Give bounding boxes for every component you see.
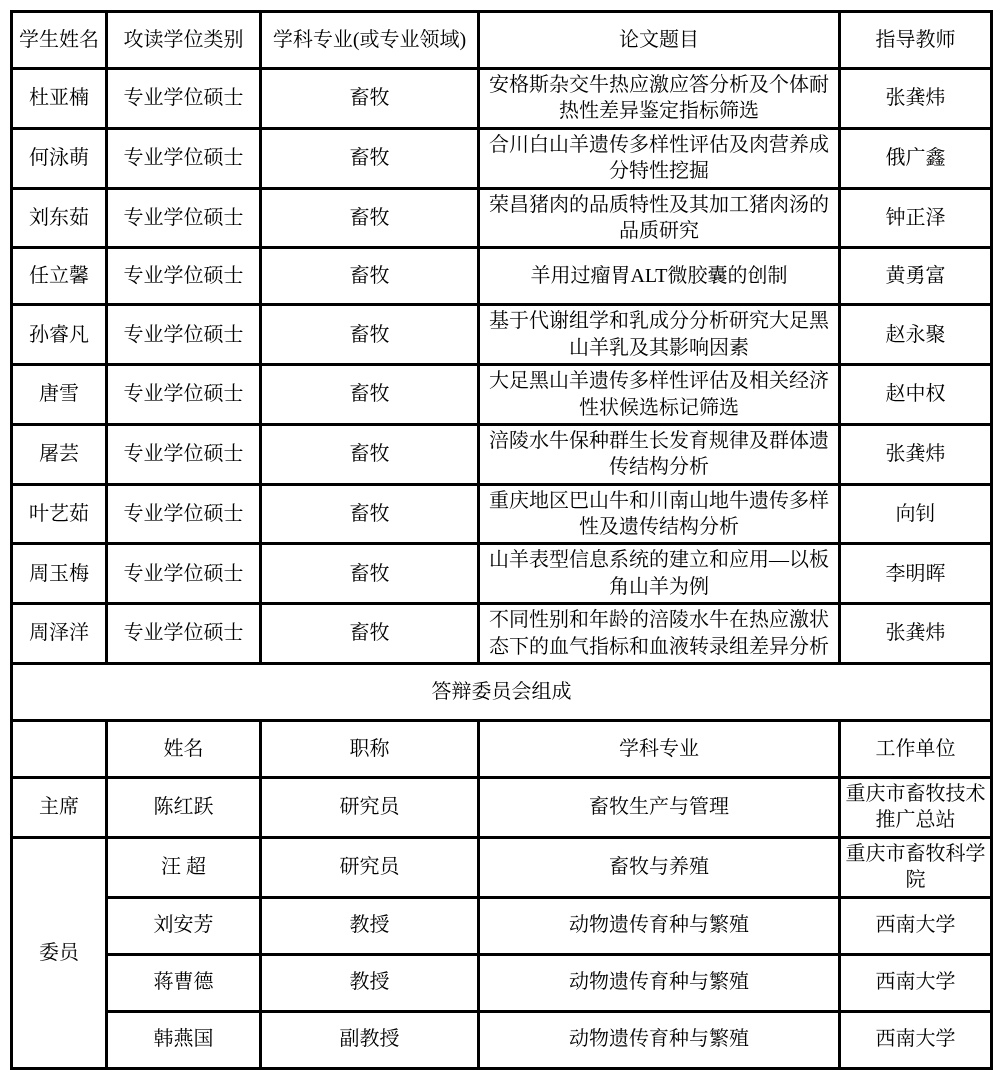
degree-cell: 专业学位硕士 [107,305,261,365]
degree-cell: 专业学位硕士 [107,544,261,604]
major-cell: 畜牧 [261,128,479,188]
thesis-title-cell: 涪陵水牛保种群生长发育规律及群体遗传结构分析 [479,424,840,484]
committee-member-row [12,1011,992,1068]
committee-major-cell: 畜牧与养殖 [479,837,840,897]
committee-major-cell: 动物遗传育种与繁殖 [479,1011,840,1068]
degree-cell: 专业学位硕士 [107,128,261,188]
thesis-title-cell: 荣昌猪肉的品质特性及其加工猪肉汤的品质研究 [479,188,840,248]
thesis-title-cell: 大足黑山羊遗传多样性评估及相关经济性状候选标记筛选 [479,365,840,425]
header-major: 学科专业(或专业领域) [261,12,479,69]
committee-major-cell: 畜牧生产与管理 [479,778,840,838]
major-cell: 畜牧 [261,544,479,604]
header-advisor: 指导教师 [840,12,992,69]
committee-title-cell: 教授 [261,897,479,954]
committee-name-cell: 汪 超 [107,837,261,897]
thesis-title-cell: 羊用过瘤胃ALT微胶囊的创制 [479,248,840,305]
committee-title-cell: 教授 [261,954,479,1011]
committee-member-row [12,837,992,897]
major-cell: 畜牧 [261,604,479,664]
degree-cell: 专业学位硕士 [107,69,261,129]
chair-role-cell: 主席 [12,778,107,838]
major-cell: 畜牧 [261,424,479,484]
degree-cell: 专业学位硕士 [107,484,261,544]
committee-unit-cell: 西南大学 [840,897,992,954]
committee-unit-cell: 西南大学 [840,1011,992,1068]
thesis-defense-table [10,10,993,1070]
advisor-cell: 张龚炜 [840,69,992,129]
committee-chair-row [12,778,992,838]
student-row [12,484,992,544]
committee-section-title: 答辩委员会组成 [12,664,992,721]
student-name-cell: 屠芸 [12,424,107,484]
thesis-title-cell: 不同性别和年龄的涪陵水牛在热应激状态下的血气指标和血液转录组差异分析 [479,604,840,664]
advisor-cell: 赵中权 [840,365,992,425]
committee-name-cell: 蒋曹德 [107,954,261,1011]
student-row [12,365,992,425]
student-row [12,424,992,484]
committee-title-cell: 研究员 [261,837,479,897]
major-cell: 畜牧 [261,69,479,129]
student-name-cell: 周玉梅 [12,544,107,604]
degree-cell: 专业学位硕士 [107,248,261,305]
advisor-cell: 钟正泽 [840,188,992,248]
committee-major-cell: 动物遗传育种与繁殖 [479,954,840,1011]
document-page [0,10,1000,1061]
committee-title-cell: 研究员 [261,778,479,838]
student-name-cell: 周泽洋 [12,604,107,664]
student-row [12,305,992,365]
committee-major-cell: 动物遗传育种与繁殖 [479,897,840,954]
committee-header-row [12,721,992,778]
thesis-title-cell: 基于代谢组学和乳成分分析研究大足黑山羊乳及其影响因素 [479,305,840,365]
advisor-cell: 张龚炜 [840,424,992,484]
student-name-cell: 任立馨 [12,248,107,305]
committee-name-cell: 韩燕国 [107,1011,261,1068]
student-name-cell: 杜亚楠 [12,69,107,129]
committee-title-cell: 副教授 [261,1011,479,1068]
header-student-name: 学生姓名 [12,12,107,69]
major-cell: 畜牧 [261,484,479,544]
advisor-cell: 黄勇富 [840,248,992,305]
student-name-cell: 何泳萌 [12,128,107,188]
committee-header-empty-cell [12,721,107,778]
thesis-title-cell: 重庆地区巴山牛和川南山地牛遗传多样性及遗传结构分析 [479,484,840,544]
major-cell: 畜牧 [261,188,479,248]
committee-header-unit: 工作单位 [840,721,992,778]
header-degree-type: 攻读学位类别 [107,12,261,69]
advisor-cell: 赵永聚 [840,305,992,365]
student-name-cell: 刘东茹 [12,188,107,248]
committee-section-row [12,664,992,721]
committee-unit-cell: 重庆市畜牧科学院 [840,837,992,897]
student-row [12,69,992,129]
thesis-title-cell: 合川白山羊遗传多样性评估及肉营养成分特性挖掘 [479,128,840,188]
student-name-cell: 孙睿凡 [12,305,107,365]
degree-cell: 专业学位硕士 [107,365,261,425]
header-thesis-title: 论文题目 [479,12,840,69]
student-row [12,248,992,305]
student-row [12,604,992,664]
student-row [12,188,992,248]
advisor-cell: 向钊 [840,484,992,544]
degree-cell: 专业学位硕士 [107,424,261,484]
degree-cell: 专业学位硕士 [107,188,261,248]
student-name-cell: 叶艺茹 [12,484,107,544]
thesis-title-cell: 安格斯杂交牛热应激应答分析及个体耐热性差异鉴定指标筛选 [479,69,840,129]
thesis-title-cell: 山羊表型信息系统的建立和应用—以板角山羊为例 [479,544,840,604]
student-row [12,128,992,188]
committee-unit-cell: 重庆市畜牧技术推广总站 [840,778,992,838]
committee-unit-cell: 西南大学 [840,954,992,1011]
degree-cell: 专业学位硕士 [107,604,261,664]
member-role-cell: 委员 [12,837,107,1068]
student-row [12,544,992,604]
committee-header-title: 职称 [261,721,479,778]
committee-name-cell: 陈红跃 [107,778,261,838]
student-name-cell: 唐雪 [12,365,107,425]
major-cell: 畜牧 [261,365,479,425]
advisor-cell: 张龚炜 [840,604,992,664]
committee-header-name: 姓名 [107,721,261,778]
committee-member-row [12,897,992,954]
committee-header-major: 学科专业 [479,721,840,778]
advisor-cell: 李明晖 [840,544,992,604]
header-row [12,12,992,69]
advisor-cell: 俄广鑫 [840,128,992,188]
committee-name-cell: 刘安芳 [107,897,261,954]
major-cell: 畜牧 [261,248,479,305]
committee-member-row [12,954,992,1011]
major-cell: 畜牧 [261,305,479,365]
